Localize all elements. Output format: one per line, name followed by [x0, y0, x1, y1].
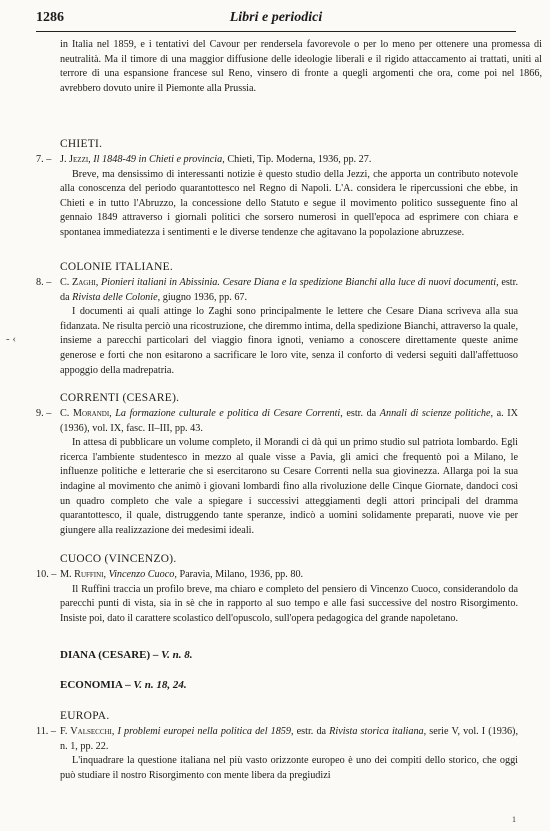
- section-heading-europa: EUROPA.: [60, 710, 110, 722]
- running-head: Libri e periodici: [229, 10, 323, 25]
- entry-number: 10. –: [36, 569, 57, 580]
- entry-citation: [60, 153, 518, 168]
- entry-body: [36, 305, 518, 378]
- publication-info: , a. IX (1936), vol. IX, fasc. II–III, pp. 43.: [60, 408, 519, 434]
- publication-info: , Paravia, Milano, 1936, pp. 80.: [174, 569, 304, 580]
- entry-11: [36, 725, 518, 783]
- margin-mark: - ‹: [6, 333, 17, 345]
- entry-8: [36, 276, 518, 378]
- entry-body: [36, 168, 518, 241]
- crossref-label: ECONOMIA –: [60, 679, 134, 691]
- entry-number: 9. –: [36, 408, 52, 419]
- entry-10: [36, 568, 518, 626]
- entry-text: In attesa di pubblicare un volume completo, il Morandi ci dà qui un primo studio sul patriota lombardo. Egli ricerca l'ambiente studentesco in mezzo al quale visse a Pavia, gli amici che frequentò poi a Milano, le influenze politiche e letterarie che si esercitarono su Cesare Correnti nella sua giovinezza. Allarga poi la sua indagine al movimento che animò i giovani lombardi fino alla rivoluzione delle Cinque Giornate, dandoci così un quadro completo che vale a spiegare i successivi atteggiamenti degli attori principali del dramma quarantottesco, il quale, distruggendo tante speranze, indicò a uomini solidamente preparati, nuove vie per giungere alla realizzazione dei medesimi ideali.: [60, 437, 518, 536]
- crossref-target: V. n. 8.: [161, 649, 193, 661]
- entry-9: [36, 407, 518, 538]
- work-title: Il 1848-49 in Chieti e provincia: [93, 154, 223, 165]
- author: J. Jezzi,: [60, 154, 94, 165]
- section-heading-cuoco: CUOCO (VINCENZO).: [60, 553, 177, 565]
- entry-head: [36, 568, 518, 583]
- entry-head: [36, 276, 518, 305]
- extract-note: , estr. da: [60, 277, 519, 303]
- publication-info: , giugno 1936, pp. 67.: [157, 291, 248, 303]
- corner-mark: 1: [512, 815, 516, 824]
- header-rule: [36, 31, 516, 32]
- journal-title: Rivista storica italiana: [329, 726, 424, 737]
- entry-head: [36, 153, 518, 168]
- entry-citation: [60, 568, 518, 583]
- intro-text: in Italia nel 1859, e i tentativi del Cavour per rendersela favorevole o per lo meno per ottenere una promessa di neutralità. Ma il timore di una maggior diffusione delle ideologie liberali e il rigido attaccamento ai trattati, uniti al terrore di una espansione francese sul Reno, vinsero di fronte a quegli argomenti che ora, come poi nel 1866, avrebbero dovuto unire il Piemonte alla Prussia.: [60, 39, 542, 94]
- entry-head: [36, 725, 518, 754]
- entry-citation: [60, 725, 518, 754]
- entry-number: 7. –: [36, 154, 52, 165]
- page-number: 1286: [36, 10, 64, 25]
- author: C. Morandi,: [60, 408, 116, 419]
- publication-info: , Chieti, Tip. Moderna, 1936, pp. 27.: [222, 154, 372, 165]
- work-title: Pionieri italiani in Abissinia. Cesare Diana e la spedizione Bianchi alla luce di nuovi documenti: [100, 277, 497, 288]
- entry-number: 8. –: [36, 277, 52, 288]
- author: F. Valsecchi,: [60, 726, 118, 737]
- section-heading-correnti: CORRENTI (CESARE).: [60, 392, 180, 404]
- journal-title: Rivista delle Colonie: [72, 291, 158, 303]
- entry-number: 11. –: [36, 726, 56, 737]
- entry-citation: [60, 276, 518, 305]
- entry-text: I documenti ai quali attinge lo Zaghi sono principalmente le lettere che Cesare Diana scriveva alla sua fidanzata. Ne risulta perciò una ricostruzione, che diremmo intima, della spedizione Bianchi, attraverso la quale, insieme a parecchi particolari del viaggio finora ignoti, veniamo a conoscere direttamente queste anime generose e forti che non esitarono a sacrificare le loro vite, senza il conforto di vedersi seguiti dall'affettuoso appoggio della madrepatria.: [60, 306, 518, 376]
- entry-head: [36, 407, 518, 436]
- work-title: I problemi europei nella politica del 1859: [117, 726, 291, 737]
- journal-title: Annali di scienze politiche: [379, 408, 491, 419]
- section-heading-chieti: CHIETI.: [60, 138, 103, 150]
- section-heading-colonie: COLONIE ITALIANE.: [60, 261, 174, 273]
- entry-body: [36, 436, 518, 538]
- publication-info: , serie V, vol. I (1936), n. 1, pp. 22.: [60, 726, 518, 752]
- crossref-target: V. n. 18, 24.: [133, 679, 187, 691]
- crossref-economia: [60, 679, 187, 691]
- page-header: [36, 8, 516, 30]
- entry-body: [36, 583, 518, 627]
- work-title: Vincenzo Cuoco: [108, 569, 175, 580]
- work-title: La formazione culturale e politica di Cesare Correnti: [115, 408, 341, 419]
- entry-7: [36, 153, 518, 241]
- entry-text: Il Ruffini traccia un profilo breve, ma chiaro e completo del pensiero di Vincenzo Cuoco, considerandolo da parecchi punti di vista, sia in sè che in rapporto al suo tempo e alle fasi successive del nostro Risorgimento. Insiste poi, dato il carattere scolastico dell'opuscolo, sull'opera pedagogica del grande napoletano.: [60, 583, 518, 624]
- author: M. Ruffini,: [60, 569, 109, 580]
- crossref-diana: [60, 649, 192, 661]
- author: C. Zaghi,: [60, 277, 101, 288]
- intro-paragraph: [36, 38, 542, 96]
- crossref-label: DIANA (CESARE) –: [60, 649, 162, 661]
- extract-note: , estr. da: [340, 408, 380, 419]
- entry-citation: [60, 407, 518, 436]
- extract-note: , estr. da: [291, 726, 330, 737]
- entry-text: Breve, ma densissimo di interessanti notizie è questo studio della Jezzi, che apporta un contributo notevole alla conoscenza del periodo quarantottesco nel Regno di Napoli. L'A. considera le ripercussioni che ebbe, in Chieti e in tutto l'Abruzzo, la concessione dello Statuto e segue il movimento politico susseguente fino al gennaio 1849 attraverso i giornali politici che sorsero numerosi in quell'epoca ad esprimere con chiara e spontanea immediatezza i sentimenti e le diverse tendenze che agitavano la popolazione abruzzese.: [60, 168, 518, 238]
- entry-text: L'inquadrare la questione italiana nel più vasto orizzonte europeo è uno dei compiti dello storico, che oggi può studiare il nostro Risorgimento con mente libera da pregiudizi: [60, 755, 518, 781]
- entry-body: [36, 754, 518, 783]
